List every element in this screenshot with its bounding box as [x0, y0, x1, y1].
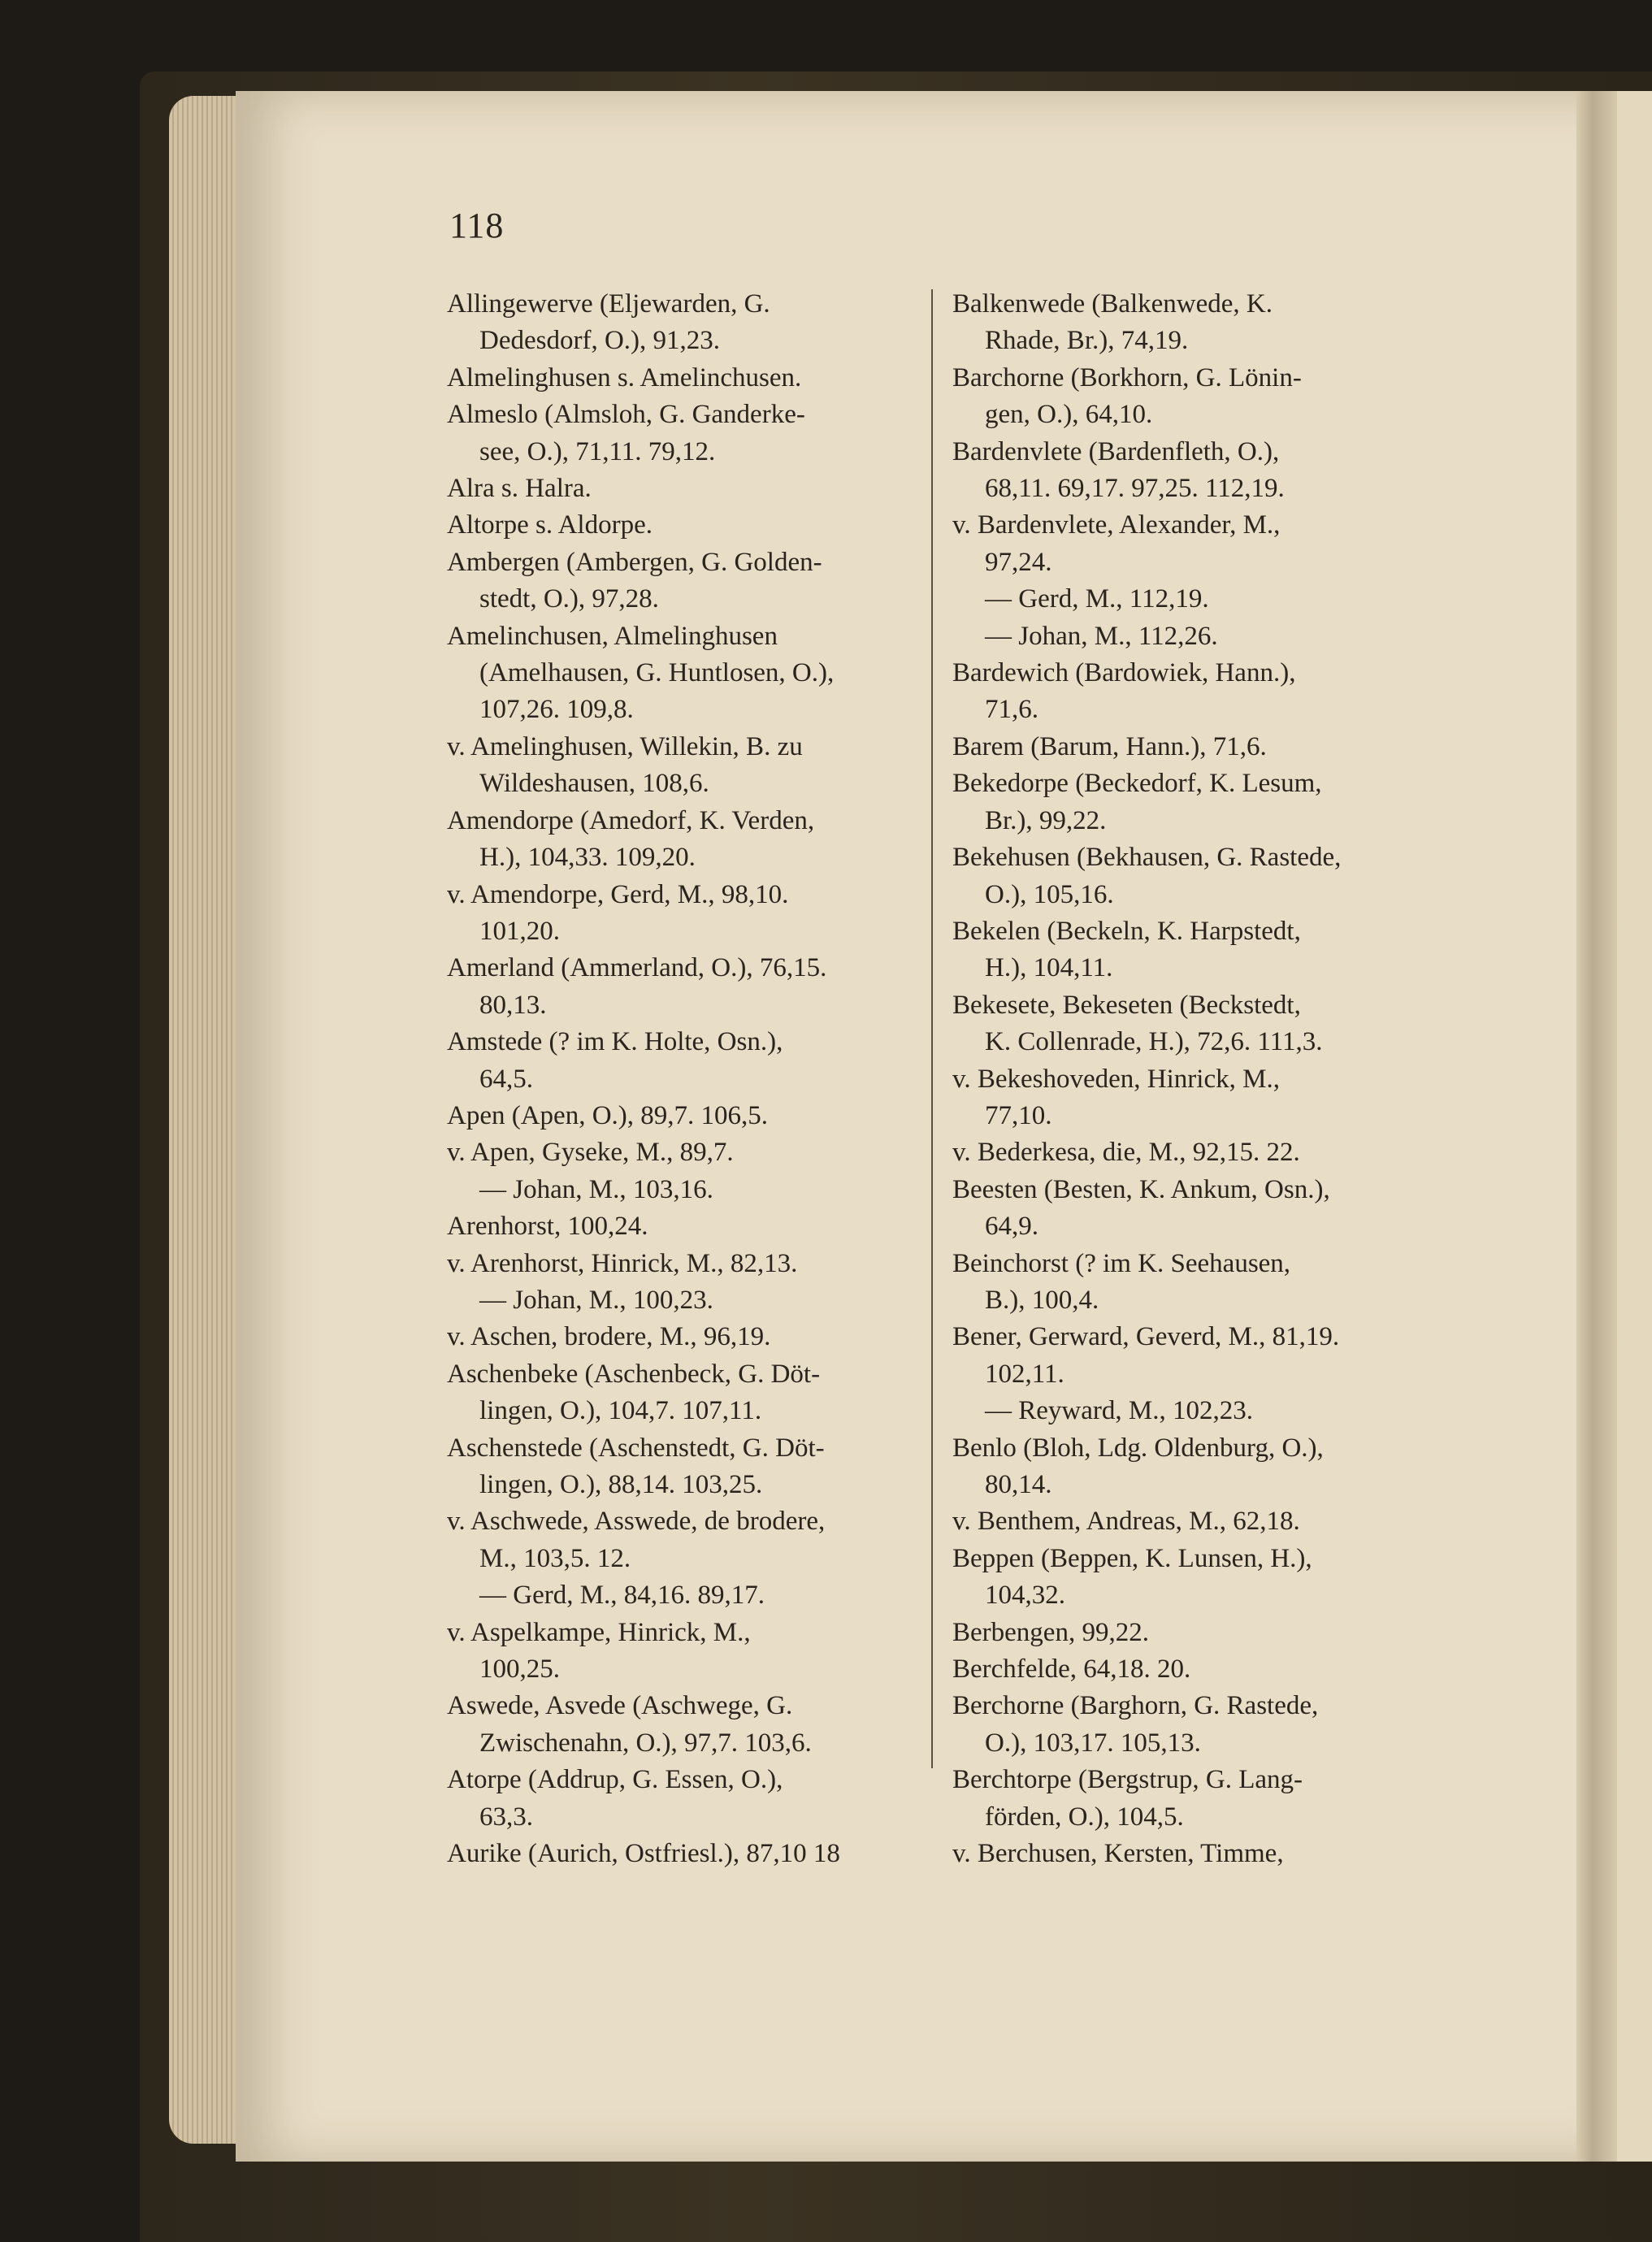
index-entry — [952, 1503, 1417, 1540]
index-entry — [952, 1430, 1417, 1504]
index-entry-line: Almeslo (Almsloh, G. Ganderke- — [447, 400, 805, 430]
index-entry-line: Beesten (Besten, K. Ankum, Osn.), — [952, 1174, 1330, 1204]
index-entry-line: v. Bardenvlete, Alexander, M., — [952, 510, 1281, 540]
index-entry — [447, 950, 912, 1024]
index-entry-line: Berchorne (Barghorn, G. Rastede, — [952, 1691, 1319, 1721]
index-entry — [952, 286, 1417, 360]
index-entry-line: Almelinghusen s. Amelinchusen. — [447, 362, 802, 392]
index-entry-line: 63,3. — [479, 1802, 533, 1832]
index-entry-line: v. Arenhorst, Hinrick, M., 82,13. — [447, 1248, 798, 1278]
index-entry — [952, 913, 1417, 987]
index-entry — [952, 1319, 1417, 1393]
index-entry-line: Balkenwede (Balkenwede, K. — [952, 289, 1273, 319]
index-entry-line: lingen, O.), 104,7. 107,11. — [479, 1396, 762, 1426]
index-entry — [952, 987, 1417, 1061]
index-entry-line: 104,32. — [985, 1581, 1065, 1611]
index-entry — [952, 360, 1417, 434]
index-entry — [447, 360, 912, 397]
index-entry-line: — Reyward, M., 102,23. — [985, 1396, 1253, 1426]
facing-page-edge — [1617, 91, 1652, 2162]
index-entry-line: Br.), 99,22. — [985, 805, 1107, 835]
index-entry — [447, 1208, 912, 1245]
index-entry-line: O.), 103,17. 105,13. — [985, 1728, 1201, 1758]
index-entry-line: lingen, O.), 88,14. 103,25. — [479, 1470, 763, 1499]
index-entry — [447, 1134, 912, 1171]
index-entry-line: Ambergen (Ambergen, G. Golden- — [447, 547, 822, 577]
index-entry-line: 102,11. — [985, 1359, 1064, 1389]
index-entry — [952, 1172, 1417, 1246]
index-entry — [952, 434, 1417, 508]
index-entry-line: 80,13. — [479, 990, 547, 1020]
index-entry-line: Bardewich (Bardowiek, Hann.), — [952, 658, 1296, 688]
index-entry — [952, 1393, 1417, 1429]
index-entry-line: Benlo (Bloh, Ldg. Oldenburg, O.), — [952, 1433, 1324, 1463]
index-column-left — [447, 286, 912, 1872]
index-entry-line: K. Collenrade, H.), 72,6. 111,3. — [985, 1027, 1323, 1057]
index-entry — [447, 1098, 912, 1134]
index-entry-line: 68,11. 69,17. 97,25. 112,19. — [985, 474, 1285, 504]
index-entry — [447, 1577, 912, 1614]
index-entry — [447, 1762, 912, 1836]
index-entry-line: v. Berchusen, Kersten, Timme, — [952, 1839, 1284, 1869]
index-entry — [447, 1836, 912, 1872]
index-entry-line: Dedesdorf, O.), 91,23. — [479, 326, 721, 356]
book-gutter — [1576, 91, 1617, 2162]
index-entry-line: O.), 105,16. — [985, 879, 1114, 909]
index-entry-line: 100,25. — [479, 1654, 560, 1685]
index-entry-line: gen, O.), 64,10. — [985, 400, 1153, 430]
index-entry-line: — Johan, M., 100,23. — [479, 1285, 713, 1315]
index-entry-line: v. Aspelkampe, Hinrick, M., — [447, 1617, 751, 1647]
index-entry — [952, 1061, 1417, 1135]
index-entry — [952, 1134, 1417, 1171]
index-entry-line: Atorpe (Addrup, G. Essen, O.), — [447, 1765, 783, 1795]
index-entry-line: Berbengen, 99,22. — [952, 1617, 1149, 1647]
index-entry-line: v. Amendorpe, Gerd, M., 98,10. — [447, 879, 789, 909]
index-entry — [447, 729, 912, 803]
index-entry-line: Altorpe s. Aldorpe. — [447, 510, 653, 540]
index-entry-line: M., 103,5. 12. — [479, 1543, 631, 1573]
index-entry-line: v. Apen, Gyseke, M., 89,7. — [447, 1138, 734, 1168]
index-entry-line: Amendorpe (Amedorf, K. Verden, — [447, 805, 815, 835]
index-entry-line: v. Aschen, brodere, M., 96,19. — [447, 1322, 771, 1352]
index-entry — [952, 729, 1417, 765]
index-entry — [447, 1356, 912, 1430]
index-entry-line: Bekedorpe (Beckedorf, K. Lesum, — [952, 769, 1322, 799]
index-entry — [447, 1282, 912, 1319]
index-entry-line: v. Amelinghusen, Willekin, B. zu — [447, 731, 803, 761]
index-entry-line: Aurike (Aurich, Ostfriesl.), 87,10 18 — [447, 1839, 840, 1869]
index-entry — [952, 1762, 1417, 1836]
index-entry-line: B.), 100,4. — [985, 1285, 1099, 1315]
index-entry-line: stedt, O.), 97,28. — [479, 584, 659, 614]
index-entry — [447, 877, 912, 951]
index-entry-line: (Amelhausen, G. Huntlosen, O.), — [479, 658, 835, 688]
index-entry-line: v. Bederkesa, die, M., 92,15. 22. — [952, 1138, 1300, 1168]
index-entry-line: Bener, Gerward, Geverd, M., 81,19. — [952, 1322, 1340, 1352]
index-entry — [952, 507, 1417, 581]
index-entry-line: 64,5. — [479, 1064, 533, 1094]
index-entry-line: Wildeshausen, 108,6. — [479, 769, 709, 799]
index-entry — [952, 765, 1417, 839]
index-entry — [952, 1246, 1417, 1320]
index-entry — [447, 544, 912, 618]
index-entry-line: H.), 104,33. 109,20. — [479, 843, 696, 873]
index-entry — [952, 1615, 1417, 1651]
column-divider — [931, 289, 933, 1768]
index-entry-line: — Gerd, M., 84,16. 89,17. — [479, 1581, 765, 1611]
index-entry-line: Arenhorst, 100,24. — [447, 1212, 648, 1242]
index-entry-line: Beppen (Beppen, K. Lunsen, H.), — [952, 1543, 1312, 1573]
index-entry — [447, 618, 912, 729]
index-entry-line: 64,9. — [985, 1212, 1038, 1242]
index-entry-line: Barchorne (Borkhorn, G. Lönin- — [952, 362, 1302, 392]
index-entry-line: — Johan, M., 112,26. — [985, 621, 1218, 651]
index-entry-line: Aswede, Asvede (Aschwege, G. — [447, 1691, 793, 1721]
index-entry — [447, 1615, 912, 1689]
index-entry — [952, 1541, 1417, 1615]
index-entry-line: Barem (Barum, Hann.), 71,6. — [952, 731, 1267, 761]
index-entry-line: Amerland (Ammerland, O.), 76,15. — [447, 953, 827, 983]
index-entry-line: Bekesete, Bekeseten (Beckstedt, — [952, 990, 1301, 1020]
index-entry-line: 101,20. — [479, 916, 560, 946]
index-entry-line: Aschenbeke (Aschenbeck, G. Döt- — [447, 1359, 821, 1389]
index-entry — [447, 1503, 912, 1577]
index-entry-line: Amstede (? im K. Holte, Osn.), — [447, 1027, 783, 1057]
index-entry — [447, 1430, 912, 1504]
index-entry — [952, 839, 1417, 913]
index-entry — [447, 286, 912, 360]
index-entry-line: Zwischenahn, O.), 97,7. 103,6. — [479, 1728, 812, 1758]
index-entry-line: v. Benthem, Andreas, M., 62,18. — [952, 1507, 1300, 1537]
index-entry — [447, 1172, 912, 1208]
index-entry — [952, 1688, 1417, 1762]
index-entry-line: Bekehusen (Bekhausen, G. Rastede, — [952, 843, 1342, 873]
index-entry-line: Bardenvlete (Bardenfleth, O.), — [952, 436, 1280, 466]
index-entry-line: v. Bekeshoveden, Hinrick, M., — [952, 1064, 1280, 1094]
index-entry-line: Amelinchusen, Almelinghusen — [447, 621, 778, 651]
index-entry — [952, 1836, 1417, 1872]
index-entry-line: Apen (Apen, O.), 89,7. 106,5. — [447, 1100, 769, 1130]
index-entry-line: 77,10. — [985, 1100, 1052, 1130]
index-entry-line: förden, O.), 104,5. — [985, 1802, 1184, 1832]
index-entry-line: 80,14. — [985, 1470, 1052, 1499]
index-entry — [952, 618, 1417, 655]
index-entry — [447, 1688, 912, 1762]
index-column-right — [952, 286, 1417, 1872]
index-entry — [447, 1024, 912, 1098]
index-entry-line: Berchfelde, 64,18. 20. — [952, 1654, 1191, 1685]
index-entry-line: see, O.), 71,11. 79,12. — [479, 436, 716, 466]
index-entry — [447, 397, 912, 471]
index-entry-line: Berchtorpe (Bergstrup, G. Lang- — [952, 1765, 1303, 1795]
page-edges — [169, 96, 244, 2144]
index-entry-line: 97,24. — [985, 547, 1052, 577]
index-entry-line: v. Aschwede, Asswede, de brodere, — [447, 1507, 826, 1537]
index-entry-line: H.), 104,11. — [985, 953, 1113, 983]
index-entry-line: 71,6. — [985, 695, 1038, 725]
index-entry-line: — Johan, M., 103,16. — [479, 1174, 713, 1204]
index-entry-line: Allingewerve (Eljewarden, G. — [447, 289, 770, 319]
index-entry-line: 107,26. 109,8. — [479, 695, 634, 725]
index-entry — [952, 581, 1417, 618]
index-entry — [447, 1246, 912, 1282]
index-entry — [447, 471, 912, 507]
page-number: 118 — [449, 206, 505, 245]
index-entry-line: Aschenstede (Aschenstedt, G. Döt- — [447, 1433, 825, 1463]
index-entry — [447, 1319, 912, 1355]
index-entry-line: — Gerd, M., 112,19. — [985, 584, 1209, 614]
index-entry — [447, 507, 912, 544]
index-entry — [952, 1651, 1417, 1688]
index-entry-line: Rhade, Br.), 74,19. — [985, 326, 1189, 356]
index-entry-line: Bekelen (Beckeln, K. Harpstedt, — [952, 916, 1301, 946]
index-entry — [952, 655, 1417, 729]
index-entry-line: Beinchorst (? im K. Seehausen, — [952, 1248, 1291, 1278]
index-entry — [447, 803, 912, 877]
index-entry-line: Alra s. Halra. — [447, 474, 592, 504]
